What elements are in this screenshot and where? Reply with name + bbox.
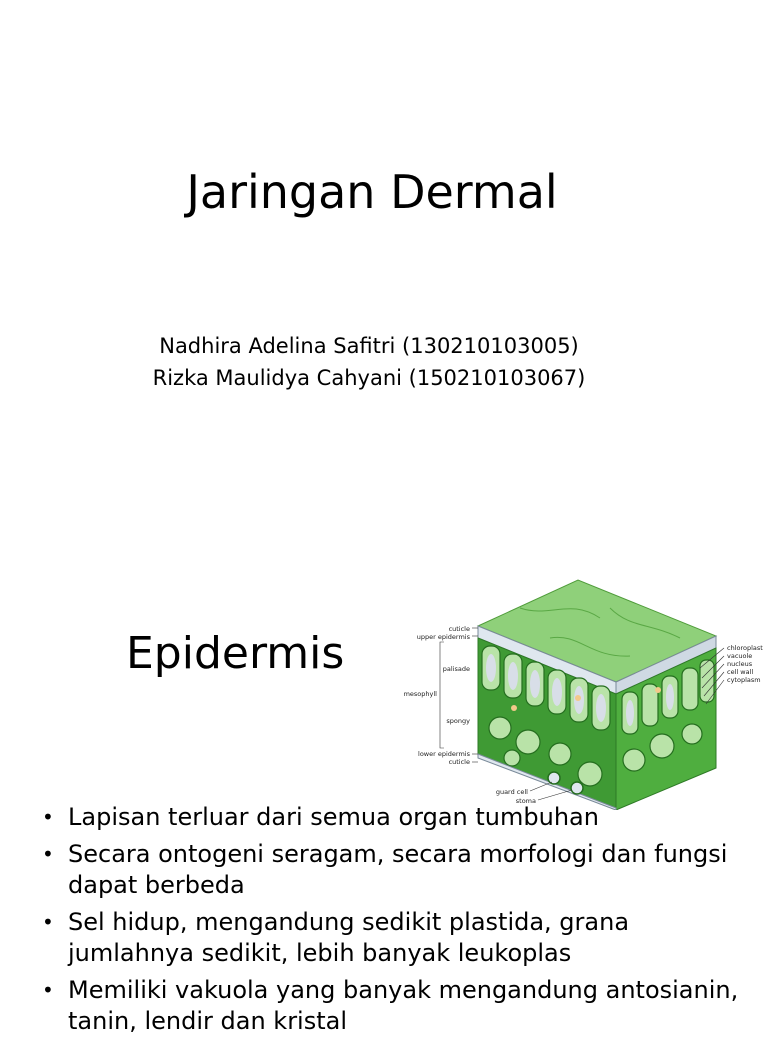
- diagram-label: palisade: [442, 665, 470, 673]
- vacuole: [530, 670, 540, 698]
- vacuole: [626, 700, 634, 726]
- diagram-label: upper epidermis: [416, 633, 470, 641]
- author-line: Rizka Maulidya Cahyani (150210103067): [152, 366, 586, 390]
- nucleus: [655, 687, 661, 693]
- spongy-cell: [516, 730, 540, 754]
- vacuole: [666, 684, 674, 710]
- diagram-label: cytoplasm: [727, 676, 761, 684]
- spongy-cell: [549, 743, 571, 765]
- bullet-list: [40, 802, 740, 1043]
- slide-title: Epidermis: [126, 628, 345, 679]
- vacuole: [508, 662, 518, 690]
- diagram-label: nucleus: [727, 660, 753, 668]
- bullet-dot-icon: •: [42, 805, 54, 829]
- label-leader: [538, 790, 572, 800]
- diagram-label: cell wall: [727, 668, 754, 676]
- spongy-cell: [489, 717, 511, 739]
- spongy-cell: [578, 762, 602, 786]
- bullet-item: [40, 839, 740, 901]
- diagram-label: lower epidermis: [418, 750, 470, 758]
- diagram-label: mesophyll: [403, 690, 437, 698]
- slide-title: Jaringan Dermal: [186, 165, 558, 219]
- palisade-cell: [682, 668, 698, 710]
- diagram-label: cuticle: [448, 625, 470, 633]
- bullet-text: Lapisan terluar dari semua organ tumbuhan: [68, 803, 599, 831]
- diagram-label: vacuole: [727, 652, 753, 660]
- vacuole: [486, 654, 496, 682]
- spongy-cell: [682, 724, 702, 744]
- bullet-item: [40, 975, 740, 1037]
- bullet-text: Secara ontogeni seragam, secara morfologi dan fungsi dapat berbeda: [68, 840, 728, 899]
- spongy-cell: [650, 734, 674, 758]
- bullet-dot-icon: •: [42, 978, 54, 1002]
- nucleus: [575, 695, 581, 701]
- bullet-text: Sel hidup, mengandung sedikit plastida, grana jumlahnya sedikit, lebih banyak leukoplas: [68, 908, 630, 967]
- diagram-label: guard cell: [495, 788, 528, 796]
- bullet-item: [40, 802, 740, 833]
- bullet-text: Memiliki vakuola yang banyak mengandung antosianin, tanin, lendir dan kristal: [68, 976, 739, 1035]
- diagram-label: chloroplast: [727, 644, 763, 652]
- guard-cell: [548, 772, 560, 784]
- diagram-label: cuticle: [448, 758, 470, 766]
- bullet-item: [40, 907, 740, 969]
- mesophyll-bracket: [440, 642, 444, 748]
- vacuole: [552, 678, 562, 706]
- epidermis-slide: [0, 560, 768, 1035]
- author-line: Nadhira Adelina Safitri (130210103005): [159, 334, 579, 358]
- spongy-cell: [504, 750, 520, 766]
- nucleus: [511, 705, 517, 711]
- author-list: [0, 330, 738, 394]
- leaf-cross-section-diagram: [400, 578, 768, 810]
- diagram-label: stoma: [515, 797, 536, 805]
- spongy-cell: [623, 749, 645, 771]
- bullet-dot-icon: •: [42, 842, 54, 866]
- label-leader: [530, 782, 552, 791]
- diagram-label: spongy: [446, 717, 470, 725]
- guard-cell: [571, 782, 583, 794]
- bullet-dot-icon: •: [42, 910, 54, 934]
- vacuole: [596, 694, 606, 722]
